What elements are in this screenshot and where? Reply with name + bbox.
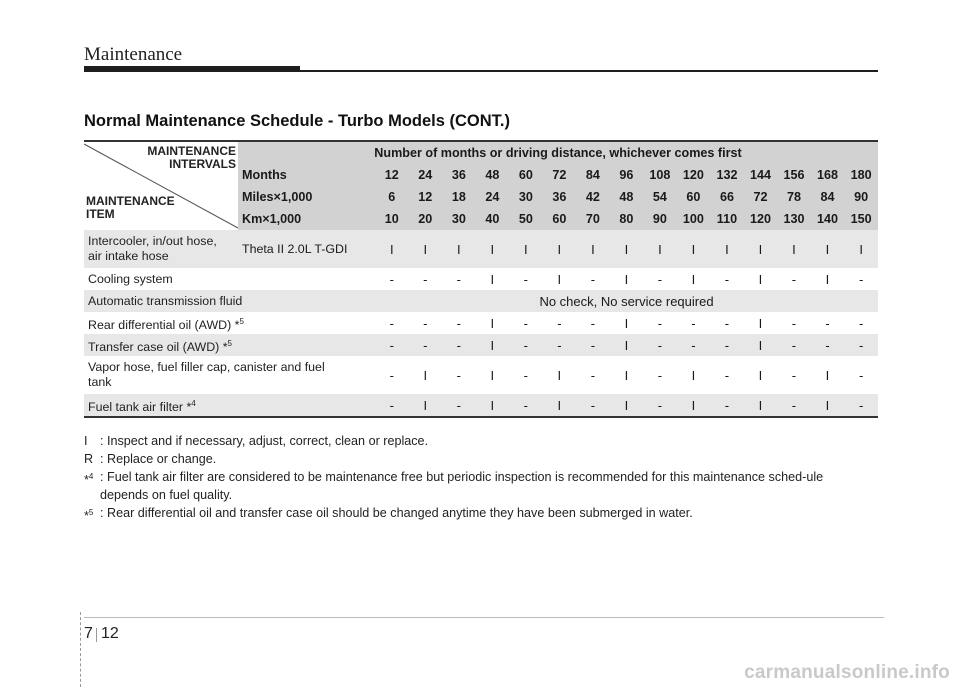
months-value: 72 xyxy=(543,164,577,186)
footnote-ref: 5 xyxy=(239,316,244,326)
schedule-cell: - xyxy=(576,268,610,290)
row-item xyxy=(84,356,375,394)
months-label: Months xyxy=(238,164,375,186)
km-value: 120 xyxy=(744,208,778,230)
note-key xyxy=(84,432,100,450)
km-value: 110 xyxy=(710,208,744,230)
footer-divider-horizontal xyxy=(84,617,884,618)
schedule-cell: I xyxy=(543,394,577,417)
chapter-page-separator xyxy=(96,628,97,642)
note-key xyxy=(84,468,100,504)
row-item xyxy=(84,394,375,417)
note-text: : Inspect and if necessary, adjust, correct, clean or replace. xyxy=(100,434,429,448)
note-key-text: I xyxy=(84,434,88,448)
km-label: Km×1,000 xyxy=(238,208,375,230)
schedule-cell: - xyxy=(442,334,476,356)
schedule-cell: - xyxy=(442,356,476,394)
table-row xyxy=(84,268,878,290)
row-item-text: Cooling system xyxy=(88,271,173,286)
row-item xyxy=(84,268,375,290)
table-row xyxy=(84,230,878,268)
schedule-cell: I xyxy=(777,230,811,268)
schedule-cell: - xyxy=(409,334,443,356)
schedule-cell: - xyxy=(677,312,711,334)
schedule-cell: I xyxy=(677,230,711,268)
schedule-cell: I xyxy=(610,230,644,268)
note-item xyxy=(84,432,884,450)
row-engine: Theta II 2.0L T-GDI xyxy=(238,230,375,268)
note-key-sup: 5 xyxy=(88,508,94,517)
corner-item-label xyxy=(86,195,175,221)
schedule-cell: I xyxy=(509,230,543,268)
months-value: 12 xyxy=(375,164,409,186)
schedule-cell: I xyxy=(476,356,510,394)
row-item-line1: Vapor hose, fuel filler cap, canister and fuel xyxy=(88,360,325,374)
miles-label: Miles×1,000 xyxy=(238,186,375,208)
schedule-cell: - xyxy=(375,334,409,356)
km-value: 140 xyxy=(811,208,845,230)
schedule-cell: - xyxy=(442,394,476,417)
footnote-ref: 5 xyxy=(227,338,232,348)
row-item xyxy=(84,230,238,268)
km-value: 30 xyxy=(442,208,476,230)
schedule-cell: I xyxy=(576,230,610,268)
miles-value: 36 xyxy=(543,186,577,208)
schedule-cell: I xyxy=(409,394,443,417)
schedule-cell: - xyxy=(643,334,677,356)
schedule-cell: I xyxy=(442,230,476,268)
schedule-cell: I xyxy=(744,394,778,417)
schedule-cell: - xyxy=(710,334,744,356)
km-value: 100 xyxy=(677,208,711,230)
schedule-cell: I xyxy=(476,394,510,417)
schedule-cell: - xyxy=(811,312,845,334)
row-item-text: Rear differential oil (AWD) * xyxy=(88,317,240,332)
km-value: 70 xyxy=(576,208,610,230)
schedule-cell: I xyxy=(744,230,778,268)
schedule-cell: I xyxy=(811,356,845,394)
schedule-cell: I xyxy=(811,230,845,268)
schedule-cell: I xyxy=(844,230,878,268)
miles-value: 84 xyxy=(811,186,845,208)
schedule-cell: - xyxy=(576,312,610,334)
row-item xyxy=(84,334,375,356)
km-value: 90 xyxy=(643,208,677,230)
schedule-cell: - xyxy=(777,356,811,394)
km-value: 150 xyxy=(844,208,878,230)
months-value: 132 xyxy=(710,164,744,186)
schedule-cell: I xyxy=(744,312,778,334)
chapter-number: 7 xyxy=(84,625,93,642)
schedule-cell: - xyxy=(509,334,543,356)
schedule-cell: - xyxy=(777,394,811,417)
schedule-cell: - xyxy=(777,334,811,356)
months-value: 60 xyxy=(509,164,543,186)
schedule-cell: I xyxy=(476,312,510,334)
note-item xyxy=(84,504,884,525)
miles-value: 78 xyxy=(777,186,811,208)
miles-value: 12 xyxy=(409,186,443,208)
months-value: 120 xyxy=(677,164,711,186)
months-value: 96 xyxy=(610,164,644,186)
schedule-cell: - xyxy=(710,312,744,334)
schedule-cell: - xyxy=(710,394,744,417)
page-title: Normal Maintenance Schedule - Turbo Models (CONT.) xyxy=(84,112,510,130)
schedule-cell: - xyxy=(375,394,409,417)
row-item-line2: tank xyxy=(88,375,112,389)
schedule-cell: - xyxy=(643,268,677,290)
notes-legend xyxy=(84,432,884,525)
schedule-cell: - xyxy=(677,334,711,356)
schedule-cell: I xyxy=(744,334,778,356)
schedule-cell: - xyxy=(844,356,878,394)
schedule-cell: - xyxy=(509,268,543,290)
schedule-cell: - xyxy=(777,312,811,334)
schedule-cell: - xyxy=(844,268,878,290)
table-row xyxy=(84,356,878,394)
schedule-cell: - xyxy=(375,356,409,394)
miles-value: 60 xyxy=(677,186,711,208)
schedule-cell: I xyxy=(610,268,644,290)
schedule-cell: I xyxy=(811,394,845,417)
months-value: 48 xyxy=(476,164,510,186)
months-value: 108 xyxy=(643,164,677,186)
schedule-cell: - xyxy=(710,268,744,290)
schedule-cell: - xyxy=(509,356,543,394)
row-item-line1: Intercooler, in/out hose, xyxy=(88,234,217,248)
note-text: : Replace or change. xyxy=(100,452,217,466)
page-number: 12 xyxy=(101,625,119,642)
table-row xyxy=(84,312,878,334)
table-row xyxy=(84,290,878,312)
schedule-cell: - xyxy=(509,394,543,417)
schedule-cell: - xyxy=(777,268,811,290)
km-value: 40 xyxy=(476,208,510,230)
schedule-cell: I xyxy=(677,394,711,417)
miles-value: 6 xyxy=(375,186,409,208)
miles-value: 90 xyxy=(844,186,878,208)
months-value: 180 xyxy=(844,164,878,186)
table-corner-header xyxy=(84,141,238,230)
header-bar-thin xyxy=(300,70,878,72)
miles-value: 48 xyxy=(610,186,644,208)
km-value: 80 xyxy=(610,208,644,230)
miles-value: 18 xyxy=(442,186,476,208)
km-value: 130 xyxy=(777,208,811,230)
schedule-cell: - xyxy=(409,312,443,334)
km-value: 60 xyxy=(543,208,577,230)
months-value: 144 xyxy=(744,164,778,186)
table-row xyxy=(84,334,878,356)
schedule-cell: I xyxy=(476,268,510,290)
schedule-cell: - xyxy=(643,356,677,394)
note-text: : Rear differential oil and transfer case oil should be changed anytime they have been submerged in water. xyxy=(100,506,693,520)
row-item xyxy=(84,312,375,334)
schedule-cell: I xyxy=(677,356,711,394)
note-key xyxy=(84,504,100,525)
note-key-text: * xyxy=(84,473,89,487)
miles-value: 30 xyxy=(509,186,543,208)
corner-item-line2: ITEM xyxy=(86,207,115,221)
footnote-ref: 4 xyxy=(191,398,196,408)
schedule-cell: I xyxy=(476,230,510,268)
schedule-cell: - xyxy=(543,334,577,356)
note-item xyxy=(84,450,884,468)
miles-value: 54 xyxy=(643,186,677,208)
schedule-cell: I xyxy=(476,334,510,356)
schedule-cell: - xyxy=(811,334,845,356)
schedule-cell: - xyxy=(409,268,443,290)
km-value: 20 xyxy=(409,208,443,230)
note-key xyxy=(84,450,100,468)
corner-intervals-line1: MAINTENANCE xyxy=(147,144,237,158)
schedule-cell: I xyxy=(543,230,577,268)
section-header: Maintenance xyxy=(84,44,183,65)
schedule-cell: - xyxy=(643,394,677,417)
schedule-cell: - xyxy=(375,268,409,290)
schedule-cell: I xyxy=(543,268,577,290)
schedule-cell: I xyxy=(543,356,577,394)
corner-item-line1: MAINTENANCE xyxy=(86,194,175,208)
schedule-cell: I xyxy=(375,230,409,268)
miles-value: 42 xyxy=(576,186,610,208)
schedule-cell: - xyxy=(643,312,677,334)
miles-value: 66 xyxy=(710,186,744,208)
row-item-line2: air intake hose xyxy=(88,249,169,263)
header-bar-thick xyxy=(84,66,300,72)
row-item-text: Transfer case oil (AWD) * xyxy=(88,339,228,354)
watermark: carmanualsonline.info xyxy=(744,662,950,683)
schedule-cell: I xyxy=(610,334,644,356)
span-header: Number of months or driving distance, whichever comes first xyxy=(238,141,878,164)
schedule-cell: - xyxy=(543,312,577,334)
months-value: 156 xyxy=(777,164,811,186)
row-note: No check, No service required xyxy=(375,290,878,312)
row-item xyxy=(84,290,375,312)
schedule-cell: I xyxy=(409,230,443,268)
header-span-row xyxy=(84,141,878,164)
months-value: 24 xyxy=(409,164,443,186)
note-item xyxy=(84,468,884,504)
note-key-sup: 4 xyxy=(88,472,94,481)
schedule-cell: I xyxy=(744,356,778,394)
schedule-cell: - xyxy=(844,334,878,356)
schedule-cell: - xyxy=(576,334,610,356)
schedule-cell: - xyxy=(710,356,744,394)
schedule-cell: - xyxy=(442,312,476,334)
corner-intervals-label xyxy=(147,145,236,171)
schedule-cell: I xyxy=(643,230,677,268)
km-value: 10 xyxy=(375,208,409,230)
schedule-cell: I xyxy=(610,394,644,417)
km-value: 50 xyxy=(509,208,543,230)
schedule-cell: - xyxy=(844,312,878,334)
miles-value: 72 xyxy=(744,186,778,208)
corner-intervals-line2: INTERVALS xyxy=(169,157,237,171)
schedule-cell: - xyxy=(576,394,610,417)
months-value: 84 xyxy=(576,164,610,186)
schedule-cell: I xyxy=(811,268,845,290)
schedule-cell: - xyxy=(509,312,543,334)
schedule-cell: I xyxy=(409,356,443,394)
schedule-cell: - xyxy=(576,356,610,394)
maintenance-schedule-table xyxy=(84,140,878,418)
footer-divider-vertical xyxy=(80,612,82,687)
schedule-cell: - xyxy=(844,394,878,417)
schedule-cell: - xyxy=(375,312,409,334)
schedule-cell: I xyxy=(610,356,644,394)
note-text: : Fuel tank air filter are considered to be maintenance free but periodic inspection is recommended for this maintenance sched-ule depends on fuel quality. xyxy=(100,470,824,502)
row-item-text: Fuel tank air filter * xyxy=(88,399,192,414)
months-value: 36 xyxy=(442,164,476,186)
row-item-text: Automatic transmission fluid xyxy=(88,293,243,308)
note-key-text: * xyxy=(84,509,89,523)
schedule-cell: I xyxy=(610,312,644,334)
months-value: 168 xyxy=(811,164,845,186)
note-key-text: R xyxy=(84,452,94,466)
schedule-cell: I xyxy=(710,230,744,268)
miles-value: 24 xyxy=(476,186,510,208)
schedule-cell: I xyxy=(677,268,711,290)
schedule-cell: - xyxy=(442,268,476,290)
schedule-cell: I xyxy=(744,268,778,290)
table-row xyxy=(84,394,878,417)
